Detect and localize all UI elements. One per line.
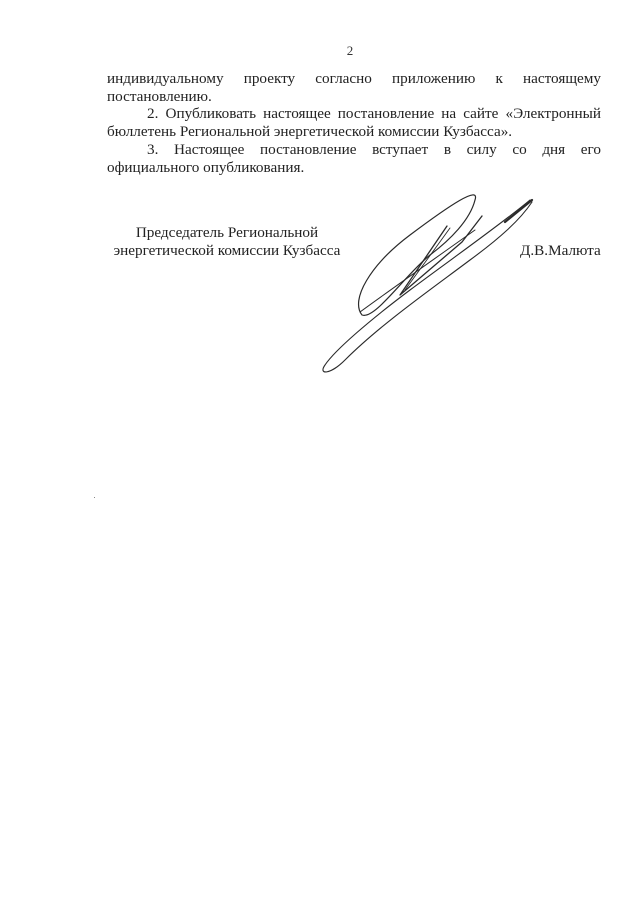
handwritten-signature-icon <box>310 180 550 380</box>
signatory-title-line-1: Председатель Региональной <box>135 224 319 241</box>
continuation-paragraph <box>107 70 601 105</box>
paragraph-item-2: 2. Опубликовать настоящее постановление на сайте «Электронный бюллетень Региональной энергетической комиссии Кузбасса». <box>107 105 601 141</box>
continuation-line-2: постановлению. <box>107 87 212 105</box>
document-body <box>107 70 601 176</box>
page-number: 2 <box>346 43 354 58</box>
signatory-name: Д.В.Малюта <box>520 242 601 259</box>
continuation-line-1: индивидуальному проекту согласно приложению к настоящему <box>107 70 601 87</box>
signatory-title-line-2: энергетической комиссии Кузбасса <box>113 242 341 259</box>
scan-artifact <box>94 497 95 498</box>
paragraph-item-3: 3. Настоящее постановление вступает в силу со дня его официального опубликования. <box>107 140 601 176</box>
